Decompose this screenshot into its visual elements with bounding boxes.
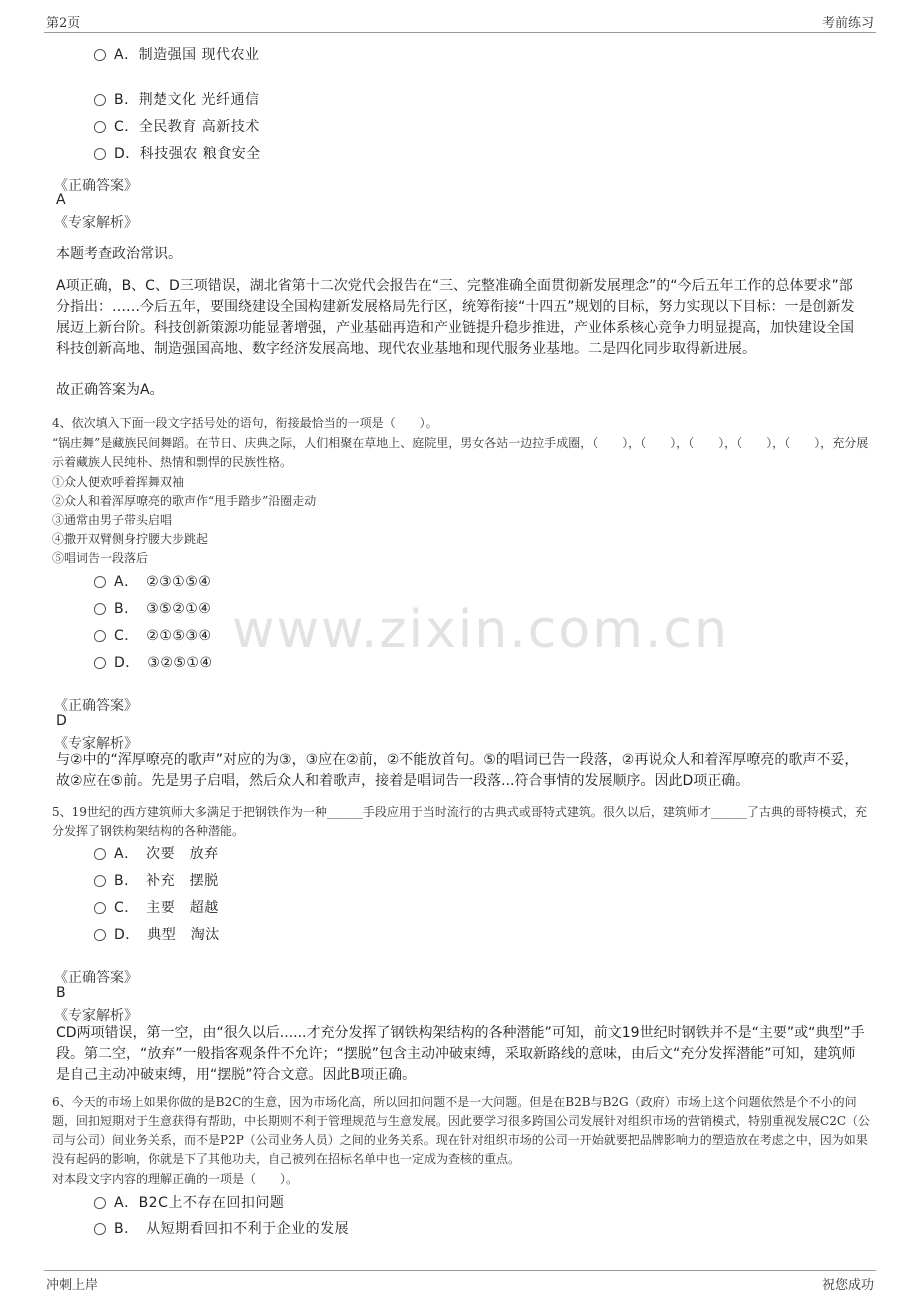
q6-stem: 6、今天的市场上如果你做的是B2C的生意，因为市场化高，所以回扣问题不是一大问题。但是在B2B与B2G（政府）市场上这个问题依然是个不小的问题，回扣短期对于生意获得有帮助，中长期则不利于管理规范与生意发展。因此要学习很多跨国公司发展针对组织市场的营销模式，特别重视发展C2C（公司与公司）间业务关系，而不是P2P（公司业务人员）之间的业务关系。现在针对组织市场的公司一开始就要把品牌影响力的塑造放在考虑之中，因为如果没有起码的影响，你就是下了其他功夫，自己被列在招标名单中也一定成为查核的重点。 [52, 1095, 871, 1166]
q3-answer: A [56, 192, 66, 208]
q4-answer-label: 《正确答案》 [54, 698, 138, 714]
radio-icon[interactable] [94, 576, 106, 588]
radio-icon[interactable] [94, 49, 106, 61]
q4-passage: “锅庄舞”是藏族民间舞蹈。在节日、庆典之际，人们相聚在草地上、庭院里，男女各站一边拉手成圈，（ ），（ ），（ ），（ ），（ ），充分展示着藏族人民纯朴、热情和剽悍的民族性格。 [52, 436, 869, 469]
radio-icon[interactable] [94, 121, 106, 133]
q5-option-d[interactable]: D． 典型 淘汰 [94, 924, 220, 946]
q5-analysis: CD两项错误，第一空，由“很久以后......才充分发挥了钢铁构架结构的各种潜能”可知，前文19世纪时钢铁并不是“主要”或“典型”手段。第二空，“放弃”一般指客观条件不允许；“摆脱”包含主动冲破束缚，采取新路线的意味，由后文“充分发挥潜能”可知，建筑师是自己主动冲破束缚，用“摆脱”符合文意。因此B项正确。 [56, 1025, 865, 1083]
q3-answer-label: 《正确答案》 [54, 178, 138, 194]
q5-stem: 5、19世纪的西方建筑师大多满足于把钢铁作为一种______手段应用于当时流行的古典式或哥特式建筑。很久以后，建筑师才______了古典的哥特模式，充分发挥了钢铁构架结构的各种潜能。 [52, 805, 867, 838]
q6-option-a[interactable]: A．B2C上不存在回扣问题 [94, 1192, 284, 1214]
q6-question: 对本段文字内容的理解正确的一项是（ ）。 [52, 1172, 299, 1186]
q3-option-b[interactable]: B．荆楚文化 光纤通信 [94, 89, 260, 111]
q5-option-c[interactable]: C． 主要 超越 [94, 897, 219, 919]
radio-icon[interactable] [94, 630, 106, 642]
q3-analysis-body: A项正确，B、C、D三项错误，湖北省第十二次党代会报告在“三、完整准确全面贯彻新发展理念”的“今后五年工作的总体要求”部分指出：……今后五年，要围绕建设全国构建新发展格局先行区，统筹衔接“十四五”规划的目标，努力实现以下目标：一是创新发展迈上新台阶。科技创新策源功能显著增强，产业基础再造和产业链提升稳步推进，产业体系核心竞争力明显提高，加快建设全国科技创新高地、制造强国高地、数字经济发展高地、现代农业基地和现代服务业基地。二是四化同步取得新进展。 [56, 278, 855, 357]
watermark: www.zixin.com.cn [232, 600, 729, 660]
q3-analysis-intro: 本题考查政治常识。 [56, 246, 182, 262]
q5-option-a[interactable]: A． 次要 放弃 [94, 843, 219, 865]
q4-stem: 4、依次填入下面一段文字括号处的语句，衔接最恰当的一项是（ ）。 [52, 416, 438, 430]
radio-icon[interactable] [94, 902, 106, 914]
q3-option-a[interactable]: A．制造强国 现代农业 [94, 44, 260, 66]
q4-item-2: ②众人和着浑厚嘹亮的歌声作“甩手踏步”沿圈走动 [52, 494, 317, 508]
footer-left-text: 冲刺上岸 [46, 1278, 99, 1293]
q4-option-c[interactable]: C． ②①⑤③④ [94, 625, 212, 647]
page-footer [44, 1270, 876, 1293]
q3-option-c[interactable]: C．全民教育 高新技术 [94, 116, 260, 138]
q6-option-b[interactable]: B． 从短期看回扣不利于企业的发展 [94, 1218, 349, 1240]
radio-icon[interactable] [94, 875, 106, 887]
radio-icon[interactable] [94, 603, 106, 615]
q4-item-4: ④撒开双臂侧身拧腰大步跳起 [52, 532, 209, 546]
page-header [44, 12, 876, 33]
q4-option-d[interactable]: D． ③②⑤①④ [94, 652, 213, 674]
q3-analysis-conclusion: 故正确答案为A。 [56, 382, 164, 398]
q5-answer: B [56, 985, 66, 1001]
q4-item-1: ①众人便欢呼着挥舞双袖 [52, 475, 185, 489]
page-number: 第2页 [46, 16, 81, 31]
radio-icon[interactable] [94, 148, 106, 160]
radio-icon[interactable] [94, 929, 106, 941]
radio-icon[interactable] [94, 657, 106, 669]
header-title: 考前练习 [821, 16, 874, 31]
q3-option-d[interactable]: D．科技强农 粮食安全 [94, 143, 261, 165]
radio-icon[interactable] [94, 1197, 106, 1209]
q4-option-b[interactable]: B． ③⑤②①④ [94, 598, 211, 620]
q4-option-a[interactable]: A． ②③①⑤④ [94, 571, 211, 593]
q4-answer: D [56, 713, 67, 729]
q5-analysis-label: 《专家解析》 [54, 1008, 138, 1024]
radio-icon[interactable] [94, 94, 106, 106]
q3-analysis-label: 《专家解析》 [54, 215, 138, 231]
q4-item-5: ⑤唱词告一段落后 [52, 551, 149, 565]
q5-answer-label: 《正确答案》 [54, 970, 138, 986]
q5-option-b[interactable]: B． 补充 摆脱 [94, 870, 219, 892]
radio-icon[interactable] [94, 1223, 106, 1235]
q4-analysis: 与②中的“浑厚嘹亮的歌声”对应的为③，③应在②前，②不能放首句。⑤的唱词已告一段落，②再说众人和着浑厚嘹亮的歌声不妥，故②应在⑤前。先是男子启唱，然后众人和着歌声，接着是唱词告一段落...符合事情的发展顺序。因此D项正确。 [56, 752, 859, 789]
footer-right-text: 祝您成功 [821, 1278, 874, 1293]
radio-icon[interactable] [94, 848, 106, 860]
q4-analysis-label: 《专家解析》 [54, 736, 138, 752]
q4-item-3: ③通常由男子带头启唱 [52, 513, 173, 527]
